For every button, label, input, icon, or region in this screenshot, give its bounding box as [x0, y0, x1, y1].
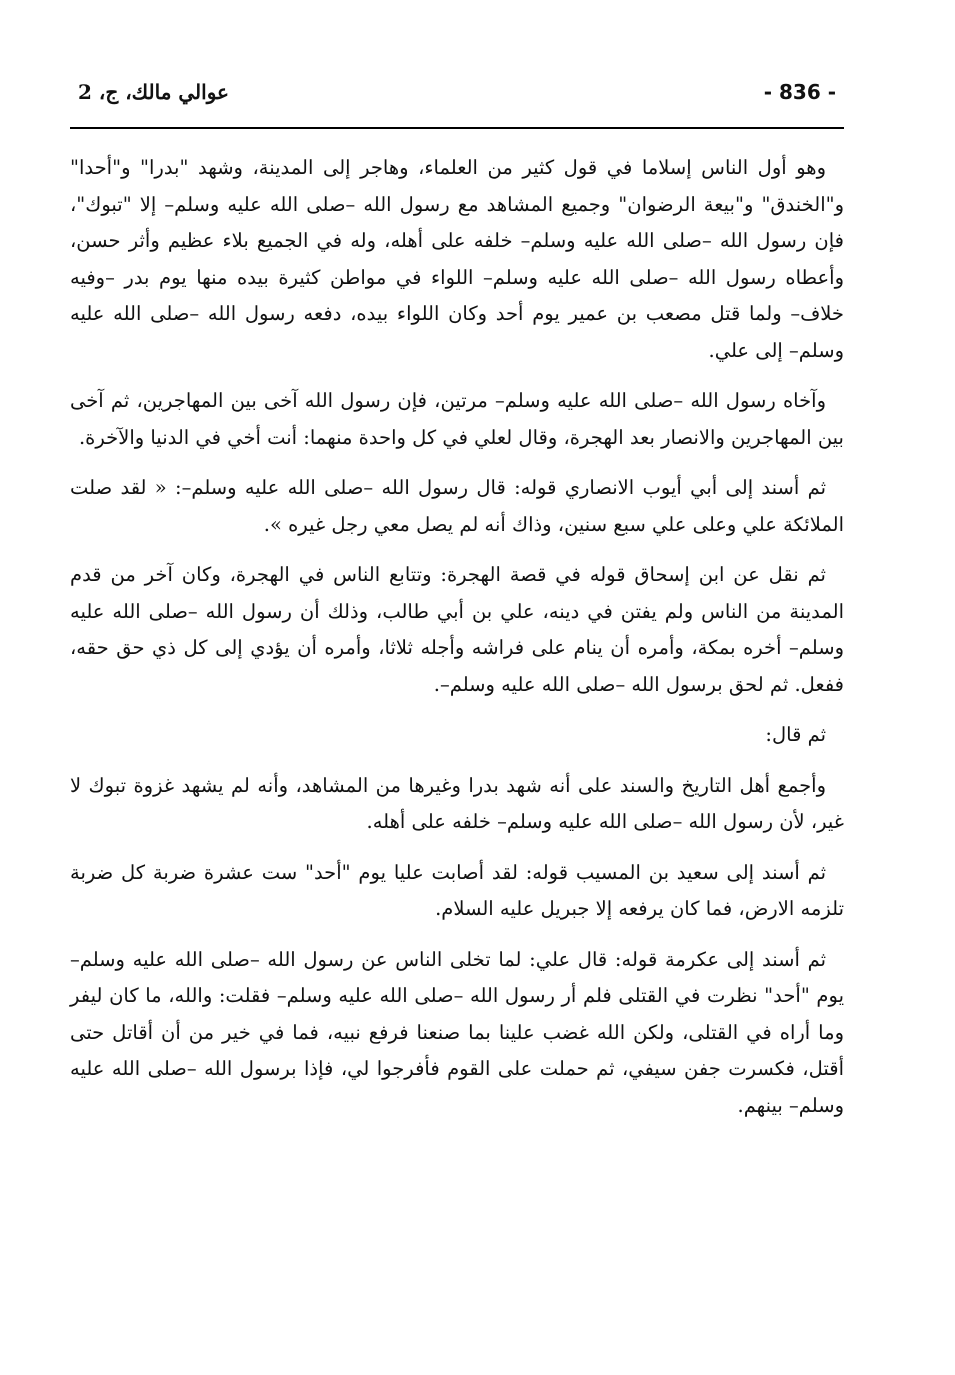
paragraph: وأجمع أهل التاريخ والسند على أنه شهد بدرا وغيرها من المشاهد، وأنه لم يشهد غزوة تبوك لا غير، لأن رسول الله –صلى الله عليه وسلم– خلفه على أهله.	[70, 773, 844, 833]
paragraph: ثم أسند إلى سعيد بن المسيب قوله: لقد أصابت عليا يوم "أحد" ست عشرة ضربة كل ضربة تلزمه الارض، فما كان يرفعه إلا جبريل عليه السلام.	[70, 860, 844, 920]
page-body	[70, 150, 844, 1138]
paragraph: وآخاه رسول الله –صلى الله عليه وسلم– مرتين، فإن رسول الله آخى بين المهاجرين، ثم آخى بين المهاجرين والانصار بعد الهجرة، وقال لعلي في كل واحدة منهما: أنت أخي في الدنيا والآخرة.	[70, 389, 844, 449]
page-number: - 836 -	[763, 80, 836, 104]
paragraph: ثم أسند إلى عكرمة قوله: قال علي: لما تخلى الناس عن رسول الله –صلى الله عليه وسلم– يوم "أحد" نظرت في القتلى فلم أر رسول الله –صلى الله عليه وسلم– فقلت: والله، ما كان ليفر وما أراه في القتلى، ولكن الله غضب علينا بما صنعنا فرفع نبيه، فما في خير من أن أقاتل حتى أقتل، فكسرت جفن سيفي، ثم حملت على القوم فأفرجوا لي، فإذا برسول الله –صلى الله عليه وسلم– بينهم.	[70, 947, 844, 1117]
paragraph: ثم قال:	[765, 723, 826, 746]
paragraph: ثم أسند إلى أبي أيوب الانصاري قوله: قال رسول الله –صلى الله عليه وسلم–: « لقد صلت الملائكة علي وعلى علي سبع سنين، وذاك أنه لم يصل معي رجل غيره ».	[70, 476, 844, 536]
paragraph: وهو أول الناس إسلاما في قول كثير من العلماء، وهاجر إلى المدينة، وشهد "بدرا" و"أحدا" و"الخندق" و"بيعة الرضوان" وجميع المشاهد مع رسول الله –صلى الله عليه وسلم– إلا "تبوك"، فإن رسول الله –صلى الله عليه وسلم– خلفه على أهله، وله في الجميع بلاء عظيم وأثر حسن، وأعطاه رسول الله –صلى الله عليه وسلم– اللواء في مواطن كثيرة بيده منها يوم بدر –وفيه خلاف– ولما قتل مصعب بن عمير يوم أحد وكان اللواء بيده، دفعه رسول الله –صلى الله عليه وسلم– إلى علي.	[70, 156, 844, 362]
header-divider	[70, 127, 844, 129]
page-header	[70, 74, 844, 118]
paragraph: ثم نقل عن ابن إسحاق قوله في قصة الهجرة: وتتابع الناس في الهجرة، وكان آخر من قدم المدينة من الناس ولم يفتن في دينه، علي بن أبي طالب، وذلك أن رسول الله –صلى الله عليه وسلم– أخره بمكة، وأمره أن ينام على فراشه وأجله ثلاثا، وأمره أن يؤدي إلى كل ذي حق حقه، ففعل. ثم لحق برسول الله –صلى الله عليه وسلم–.	[70, 563, 844, 696]
book-title: عوالي مالك، ج، 2	[78, 80, 229, 104]
